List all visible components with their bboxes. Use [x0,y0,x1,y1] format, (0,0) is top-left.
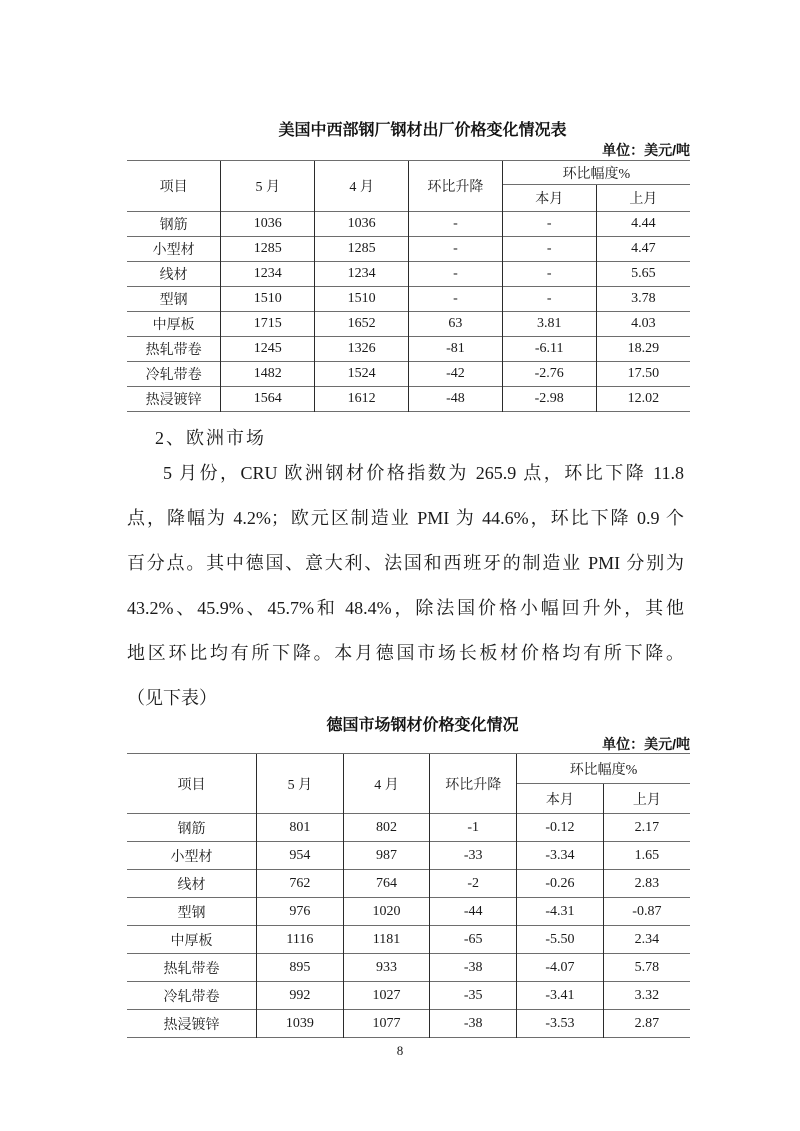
value-cell: 3.32 [603,982,690,1010]
value-cell: 801 [257,814,344,842]
table-row [127,362,690,387]
paragraph-line: 百分点。其中德国、意大利、法国和西班牙的制造业 PMI 分别为 [127,553,684,573]
value-cell: 802 [343,814,430,842]
value-cell: 63 [408,312,502,337]
table-body [127,212,690,412]
table-row [127,842,690,870]
value-cell: -3.53 [517,1010,604,1038]
value-cell: -4.07 [517,954,604,982]
value-cell: -4.31 [517,898,604,926]
item-cell: 小型材 [127,842,257,870]
value-cell: 954 [257,842,344,870]
table-row [127,212,690,237]
value-cell: -2.76 [502,362,596,387]
value-cell: 4.03 [596,312,690,337]
paragraph-line: 点，降幅为 4.2%；欧元区制造业 PMI 为 44.6%，环比下降 0.9 个 [127,508,684,528]
item-cell: 钢筋 [127,212,221,237]
value-cell: -3.41 [517,982,604,1010]
value-cell: 5.78 [603,954,690,982]
col-header-mom-change: 环比升降 [430,754,517,814]
item-cell: 热轧带卷 [127,954,257,982]
item-cell: 线材 [127,870,257,898]
value-cell: 895 [257,954,344,982]
col-header-item: 项目 [127,161,221,212]
paragraph-line: 5 月份，CRU 欧洲钢材价格指数为 265.9 点，环比下降 11.8 [163,463,684,483]
value-cell: 764 [343,870,430,898]
value-cell: 2.17 [603,814,690,842]
value-cell: 1245 [221,337,315,362]
table-row [127,262,690,287]
paragraph-line: 地区环比均有所下降。本月德国市场长板材价格均有所下降。 [127,643,684,663]
value-cell: 1715 [221,312,315,337]
table-row [127,870,690,898]
us-table-title: 美国中西部钢厂钢材出厂价格变化情况表 [278,122,567,139]
value-cell: -0.26 [517,870,604,898]
table-row [127,287,690,312]
item-cell: 中厚板 [127,312,221,337]
value-cell: 1482 [221,362,315,387]
value-cell: 1612 [315,387,409,412]
item-cell: 型钢 [127,898,257,926]
item-cell: 型钢 [127,287,221,312]
value-cell: -33 [430,842,517,870]
value-cell: -38 [430,954,517,982]
value-cell: 762 [257,870,344,898]
value-cell: 1524 [315,362,409,387]
value-cell: - [408,262,502,287]
item-cell: 线材 [127,262,221,287]
value-cell: 933 [343,954,430,982]
value-cell: 1181 [343,926,430,954]
value-cell: 2.87 [603,1010,690,1038]
value-cell: 1.65 [603,842,690,870]
table-row [127,312,690,337]
value-cell: - [502,212,596,237]
value-cell: 1116 [257,926,344,954]
value-cell: -0.87 [603,898,690,926]
value-cell: 992 [257,982,344,1010]
value-cell: -35 [430,982,517,1010]
item-cell: 热轧带卷 [127,337,221,362]
value-cell: 1285 [221,237,315,262]
value-cell: -1 [430,814,517,842]
item-cell: 小型材 [127,237,221,262]
col-header-mom-change: 环比升降 [408,161,502,212]
col-header-apr: 4 月 [343,754,430,814]
col-header-this-month: 本月 [517,784,604,814]
value-cell: -5.50 [517,926,604,954]
item-cell: 冷轧带卷 [127,362,221,387]
item-cell: 热浸镀锌 [127,387,221,412]
value-cell: -2 [430,870,517,898]
item-cell: 冷轧带卷 [127,982,257,1010]
value-cell: 1036 [221,212,315,237]
value-cell: 18.29 [596,337,690,362]
value-cell: 1027 [343,982,430,1010]
value-cell: 2.83 [603,870,690,898]
value-cell: 1652 [315,312,409,337]
value-cell: - [502,287,596,312]
table-row [127,237,690,262]
germany-table-unit-label: 单位：美元/吨 [602,736,690,752]
value-cell: - [502,237,596,262]
value-cell: -3.34 [517,842,604,870]
value-cell: 976 [257,898,344,926]
table-row [127,898,690,926]
germany-table-title: 德国市场钢材价格变化情况 [326,717,519,734]
value-cell: -42 [408,362,502,387]
value-cell: 4.44 [596,212,690,237]
value-cell: 1036 [315,212,409,237]
value-cell: - [408,237,502,262]
table-row [127,1010,690,1038]
paragraph-line: （见下表） [127,688,217,708]
value-cell: -44 [430,898,517,926]
value-cell: 3.81 [502,312,596,337]
page-number: 8 [396,1043,404,1058]
table-row [127,954,690,982]
value-cell: 2.34 [603,926,690,954]
value-cell: - [408,212,502,237]
value-cell: -6.11 [502,337,596,362]
table-body [127,814,690,1038]
value-cell: - [502,262,596,287]
value-cell: - [408,287,502,312]
value-cell: 3.78 [596,287,690,312]
value-cell: 1077 [343,1010,430,1038]
col-header-may: 5 月 [257,754,344,814]
col-header-last-month: 上月 [596,185,690,212]
value-cell: 987 [343,842,430,870]
value-cell: 5.65 [596,262,690,287]
table-row [127,926,690,954]
us-midwest-price-table [127,160,690,412]
germany-price-table [127,753,690,1038]
value-cell: 1020 [343,898,430,926]
table-row [127,814,690,842]
table-row [127,387,690,412]
table-header [127,161,690,212]
value-cell: -48 [408,387,502,412]
col-header-item: 项目 [127,754,257,814]
col-header-mom-rate: 环比幅度% [517,754,690,784]
value-cell: 12.02 [596,387,690,412]
col-header-last-month: 上月 [603,784,690,814]
table-header [127,754,690,814]
value-cell: -81 [408,337,502,362]
item-cell: 中厚板 [127,926,257,954]
value-cell: -38 [430,1010,517,1038]
col-header-mom-rate: 环比幅度% [502,161,690,185]
value-cell: 1039 [257,1010,344,1038]
col-header-this-month: 本月 [502,185,596,212]
value-cell: 1564 [221,387,315,412]
table-row [127,982,690,1010]
table-row [127,337,690,362]
value-cell: 1326 [315,337,409,362]
item-cell: 钢筋 [127,814,257,842]
value-cell: 1510 [221,287,315,312]
value-cell: -65 [430,926,517,954]
value-cell: -0.12 [517,814,604,842]
value-cell: 17.50 [596,362,690,387]
europe-section-heading: 2、欧洲市场 [155,428,266,448]
value-cell: 1285 [315,237,409,262]
item-cell: 热浸镀锌 [127,1010,257,1038]
value-cell: -2.98 [502,387,596,412]
paragraph-line: 43.2%、45.9%、45.7%和 48.4%，除法国价格小幅回升外，其他 [127,598,684,618]
value-cell: 1234 [221,262,315,287]
value-cell: 1510 [315,287,409,312]
us-table-unit-label: 单位：美元/吨 [602,142,690,158]
value-cell: 4.47 [596,237,690,262]
europe-paragraph [127,451,684,721]
value-cell: 1234 [315,262,409,287]
col-header-may: 5 月 [221,161,315,212]
col-header-apr: 4 月 [315,161,409,212]
